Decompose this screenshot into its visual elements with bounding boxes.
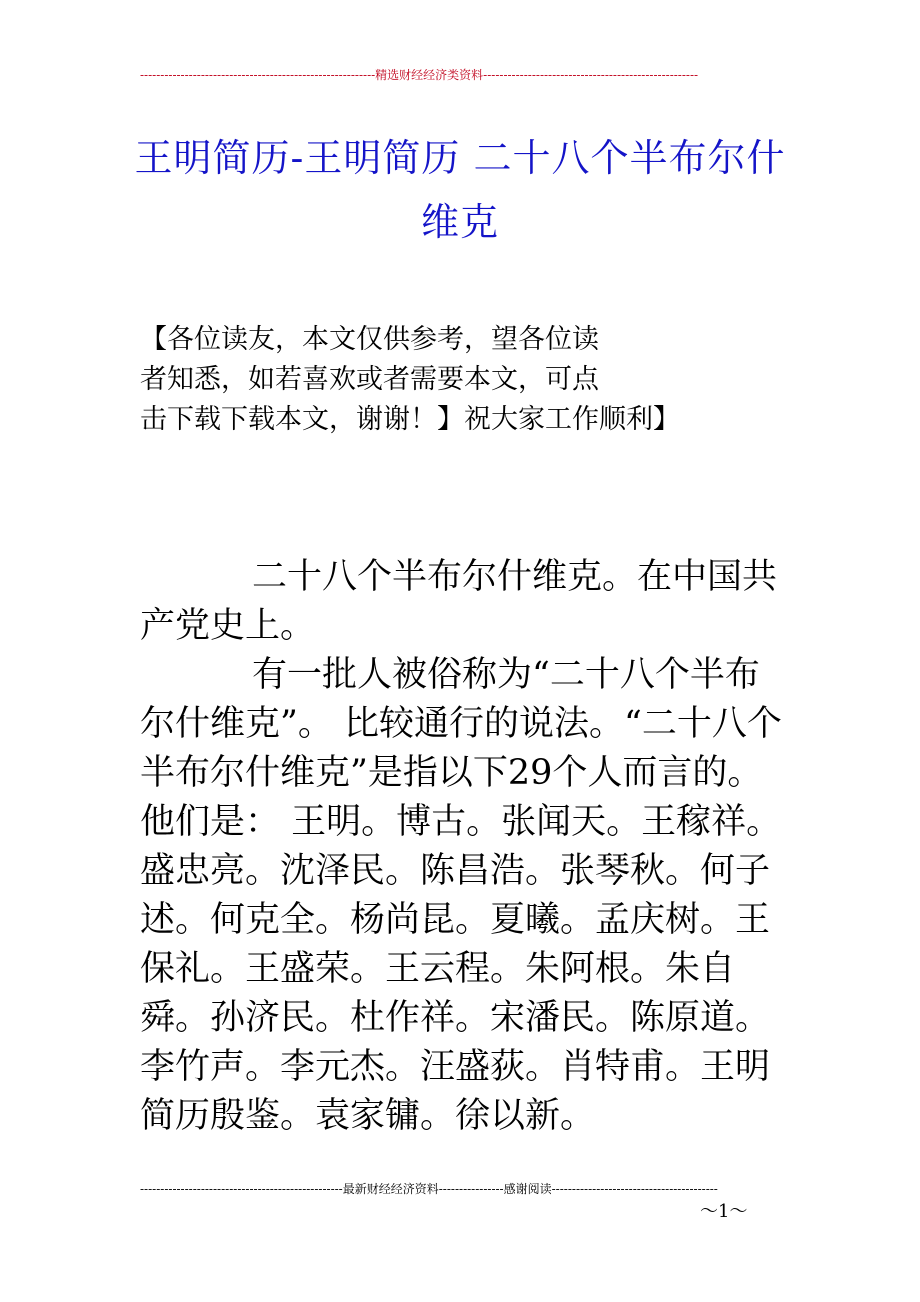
body-text: [140, 553, 790, 1141]
notice-line-3: 击下载下载本文，谢谢！】祝大家工作顺利】: [140, 404, 680, 435]
notice-line-2: 者知悉，如若喜欢或者需要本文，可点: [140, 364, 599, 395]
footer-rule: --------------------------------------------------最新财经经济资料----------------感谢阅读-----------------------------------------: [140, 1182, 718, 1196]
header-rule: ----------------------------------------------------------精选财经经济类资料-----------------------------------------------------: [140, 68, 699, 82]
body-paragraph: 二十八个半布尔什维克。在中国共产党史上。: [140, 557, 778, 646]
reader-notice: [140, 320, 780, 440]
notice-line-1: 【各位读友，本文仅供参考，望各位读: [140, 324, 599, 355]
body-paragraph: 有一批人被俗称为“二十八个半布尔什维克”。 比较通行的说法。“二十八个半布尔什维克”是指以下29个人而言的。他们是： 王明。博古。张闻天。王稼祥。盛忠亮。沈泽民。陈昌浩。张琴秋。何子述。何克全。杨尚昆。夏曦。孟庆树。王保礼。王盛荣。王云程。朱阿根。朱自舜。孙济民。杜作祥。宋潘民。陈原道。李竹声。李元杰。汪盛荻。肖特甫。王明简历殷鉴。袁家镛。徐以新。: [140, 655, 782, 1136]
document-title: 王明简历-王明简历 二十八个半布尔什维克: [134, 136, 786, 244]
page-number: ～1～: [700, 1201, 748, 1222]
